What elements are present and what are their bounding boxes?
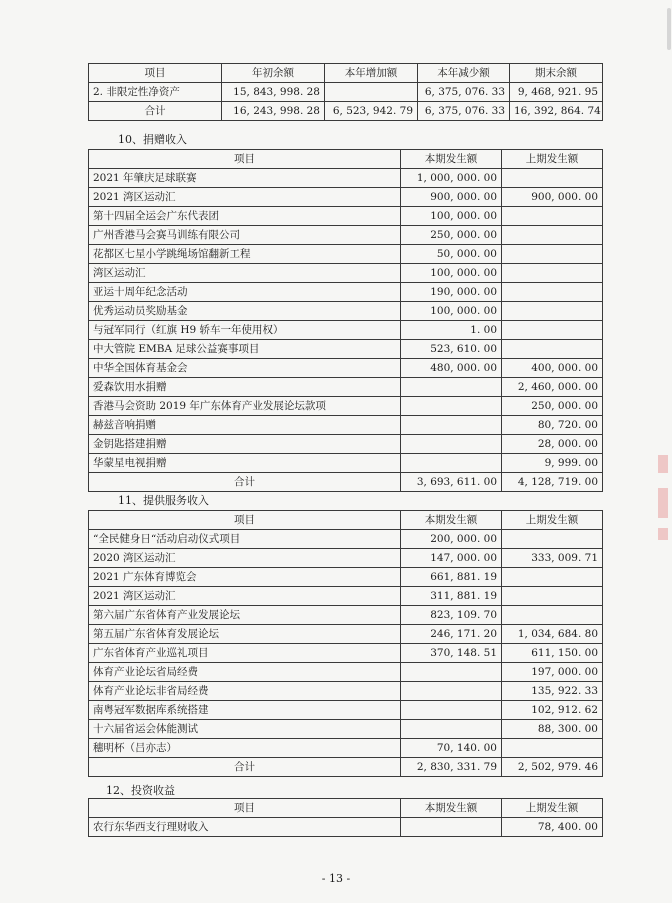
table-row [89, 378, 603, 397]
table-row [89, 169, 603, 188]
column-header: 本期发生额 [401, 150, 502, 169]
column-header: 项目 [89, 150, 401, 169]
cell: 50, 000. 00 [401, 245, 502, 264]
table-row [89, 818, 603, 837]
table-total-row [89, 758, 603, 777]
cell [502, 739, 603, 758]
cell: 6, 375, 076. 33 [418, 83, 510, 102]
table-row [89, 549, 603, 568]
cell: 2, 502, 979. 46 [502, 758, 603, 777]
cell: 900, 000. 00 [401, 188, 502, 207]
cell: 15, 843, 998. 28 [222, 83, 325, 102]
cell: 16, 392, 864. 74 [510, 102, 603, 121]
cell: 穗明杯（吕亦志） [89, 739, 401, 758]
cell [401, 397, 502, 416]
cell: 661, 881. 19 [401, 568, 502, 587]
cell: 78, 400. 00 [502, 818, 603, 837]
cell [502, 568, 603, 587]
cell: 102, 912. 62 [502, 701, 603, 720]
cell [401, 720, 502, 739]
table-row [89, 454, 603, 473]
column-header: 本期发生额 [401, 511, 502, 530]
cell: 135, 922. 33 [502, 682, 603, 701]
column-header: 上期发生额 [502, 511, 603, 530]
cell: 2, 460, 000. 00 [502, 378, 603, 397]
cell: 湾区运动汇 [89, 264, 401, 283]
cell: 370, 148. 51 [401, 644, 502, 663]
cell [502, 264, 603, 283]
cell: 花都区七星小学跳绳场馆翻新工程 [89, 245, 401, 264]
cell: 第六届广东省体育产业发展论坛 [89, 606, 401, 625]
cell: 70, 140. 00 [401, 739, 502, 758]
table-row [89, 435, 603, 454]
section-title: 10、捐赠收入 [118, 133, 187, 146]
table-row [89, 264, 603, 283]
cell [401, 454, 502, 473]
cell: 9, 999. 00 [502, 454, 603, 473]
cell: 3, 693, 611. 00 [401, 473, 502, 492]
cell: 南粤冠军数据库系统搭建 [89, 701, 401, 720]
cell: 赫兹音响捐赠 [89, 416, 401, 435]
cell: 合计 [89, 473, 401, 492]
cell [401, 701, 502, 720]
cell: 197, 000. 00 [502, 663, 603, 682]
cell: 523, 610. 00 [401, 340, 502, 359]
cell: 611, 150. 00 [502, 644, 603, 663]
cell: 190, 000. 00 [401, 283, 502, 302]
cell: 与冠军同行（红旗 H9 轿车一年使用权） [89, 321, 401, 340]
column-header: 本年增加额 [325, 64, 418, 83]
cell [401, 663, 502, 682]
table-row [89, 644, 603, 663]
table-row [89, 720, 603, 739]
cell: 2021 广东体育博览会 [89, 568, 401, 587]
table-row [89, 283, 603, 302]
cell: 28, 000. 00 [502, 435, 603, 454]
table-row [89, 359, 603, 378]
cell [502, 169, 603, 188]
cell: 900, 000. 00 [502, 188, 603, 207]
cell: 合计 [89, 102, 222, 121]
table-header-row [89, 64, 603, 83]
cell: 2021 湾区运动汇 [89, 188, 401, 207]
cell: 2021 湾区运动汇 [89, 587, 401, 606]
cell: 100, 000. 00 [401, 207, 502, 226]
cell [401, 818, 502, 837]
cell: 农行东华西支行理财收入 [89, 818, 401, 837]
cell: 88, 300. 00 [502, 720, 603, 739]
cell [502, 226, 603, 245]
cell [502, 321, 603, 340]
cell: 广东省体育产业巡礼项目 [89, 644, 401, 663]
cell [502, 207, 603, 226]
table-row [89, 245, 603, 264]
table-row [89, 530, 603, 549]
cell: 246, 171. 20 [401, 625, 502, 644]
column-header: 期末余额 [510, 64, 603, 83]
cell: 9, 468, 921. 95 [510, 83, 603, 102]
cell: 16, 243, 998. 28 [222, 102, 325, 121]
table-row [89, 739, 603, 758]
seal-fragment-icon [658, 528, 668, 540]
cell: 823, 109. 70 [401, 606, 502, 625]
cell: 1. 00 [401, 321, 502, 340]
cell [502, 302, 603, 321]
table-row [89, 226, 603, 245]
cell [401, 416, 502, 435]
cell: “全民健身日“活动启动仪式项目 [89, 530, 401, 549]
cell: 80, 720. 00 [502, 416, 603, 435]
table-row [89, 397, 603, 416]
table-header-row [89, 799, 603, 818]
cell: 十六届省运会体能测试 [89, 720, 401, 739]
cell: 6, 523, 942. 79 [325, 102, 418, 121]
table-row [89, 302, 603, 321]
column-header: 年初余额 [222, 64, 325, 83]
cell [502, 245, 603, 264]
cell [401, 378, 502, 397]
table-row [89, 663, 603, 682]
cell: 第五届广东省体育发展论坛 [89, 625, 401, 644]
cell [502, 587, 603, 606]
cell: 爱森饮用水捐赠 [89, 378, 401, 397]
cell [502, 530, 603, 549]
table-row [89, 188, 603, 207]
table-header-row [89, 511, 603, 530]
table-row [89, 340, 603, 359]
cell: 333, 009. 71 [502, 549, 603, 568]
column-header: 项目 [89, 799, 401, 818]
cell: 100, 000. 00 [401, 264, 502, 283]
seal-fragment-icon [658, 488, 668, 518]
table-row [89, 587, 603, 606]
cell: 中大管院 EMBA 足球公益赛事项目 [89, 340, 401, 359]
column-header: 上期发生额 [502, 799, 603, 818]
table-row [89, 207, 603, 226]
cell: 400, 000. 00 [502, 359, 603, 378]
cell: 亚运十周年纪念活动 [89, 283, 401, 302]
cell: 华蒙星电视捐赠 [89, 454, 401, 473]
cell [502, 283, 603, 302]
cell: 250, 000. 00 [401, 226, 502, 245]
donation-income-table [88, 149, 603, 492]
cell: 2020 湾区运动汇 [89, 549, 401, 568]
cell: 第十四届全运会广东代表团 [89, 207, 401, 226]
cell: 香港马会资助 2019 年广东体育产业发展论坛款项 [89, 397, 401, 416]
cell: 中华全国体育基金会 [89, 359, 401, 378]
table-total-row [89, 102, 603, 121]
investment-income-table [88, 798, 603, 837]
cell: 体育产业论坛非省局经费 [89, 682, 401, 701]
section-title: 12、投资收益 [106, 784, 175, 797]
cell: 合计 [89, 758, 401, 777]
column-header: 项目 [89, 64, 222, 83]
cell: 250, 000. 00 [502, 397, 603, 416]
section-title: 11、提供服务收入 [118, 494, 209, 507]
table-row [89, 682, 603, 701]
table-row [89, 701, 603, 720]
scrollbar[interactable] [667, 8, 671, 50]
table-row [89, 606, 603, 625]
seal-fragment-icon [658, 455, 668, 473]
cell: 147, 000. 00 [401, 549, 502, 568]
cell: 4, 128, 719. 00 [502, 473, 603, 492]
table-row [89, 321, 603, 340]
table-total-row [89, 473, 603, 492]
cell [401, 435, 502, 454]
cell: 2. 非限定性净资产 [89, 83, 222, 102]
cell: 广州香港马会赛马训练有限公司 [89, 226, 401, 245]
page-number: - 13 - [321, 872, 351, 885]
service-income-table [88, 510, 603, 777]
table-row [89, 416, 603, 435]
column-header: 上期发生额 [502, 150, 603, 169]
table-row [89, 625, 603, 644]
cell [325, 83, 418, 102]
column-header: 本期发生额 [401, 799, 502, 818]
cell: 311, 881. 19 [401, 587, 502, 606]
table-header-row [89, 150, 603, 169]
cell: 2, 830, 331. 79 [401, 758, 502, 777]
cell: 金钥匙搭建捐赠 [89, 435, 401, 454]
cell: 200, 000. 00 [401, 530, 502, 549]
cell: 2021 年肇庆足球联赛 [89, 169, 401, 188]
table-row [89, 568, 603, 587]
column-header: 项目 [89, 511, 401, 530]
cell: 480, 000. 00 [401, 359, 502, 378]
cell: 100, 000. 00 [401, 302, 502, 321]
cell: 体育产业论坛省局经费 [89, 663, 401, 682]
cell [401, 682, 502, 701]
cell: 1, 034, 684. 80 [502, 625, 603, 644]
net-assets-table [88, 63, 603, 121]
cell [502, 606, 603, 625]
table-row [89, 83, 603, 102]
cell: 优秀运动员奖励基金 [89, 302, 401, 321]
cell: 1, 000, 000. 00 [401, 169, 502, 188]
column-header: 本年减少额 [418, 64, 510, 83]
cell [502, 340, 603, 359]
cell: 6, 375, 076. 33 [418, 102, 510, 121]
